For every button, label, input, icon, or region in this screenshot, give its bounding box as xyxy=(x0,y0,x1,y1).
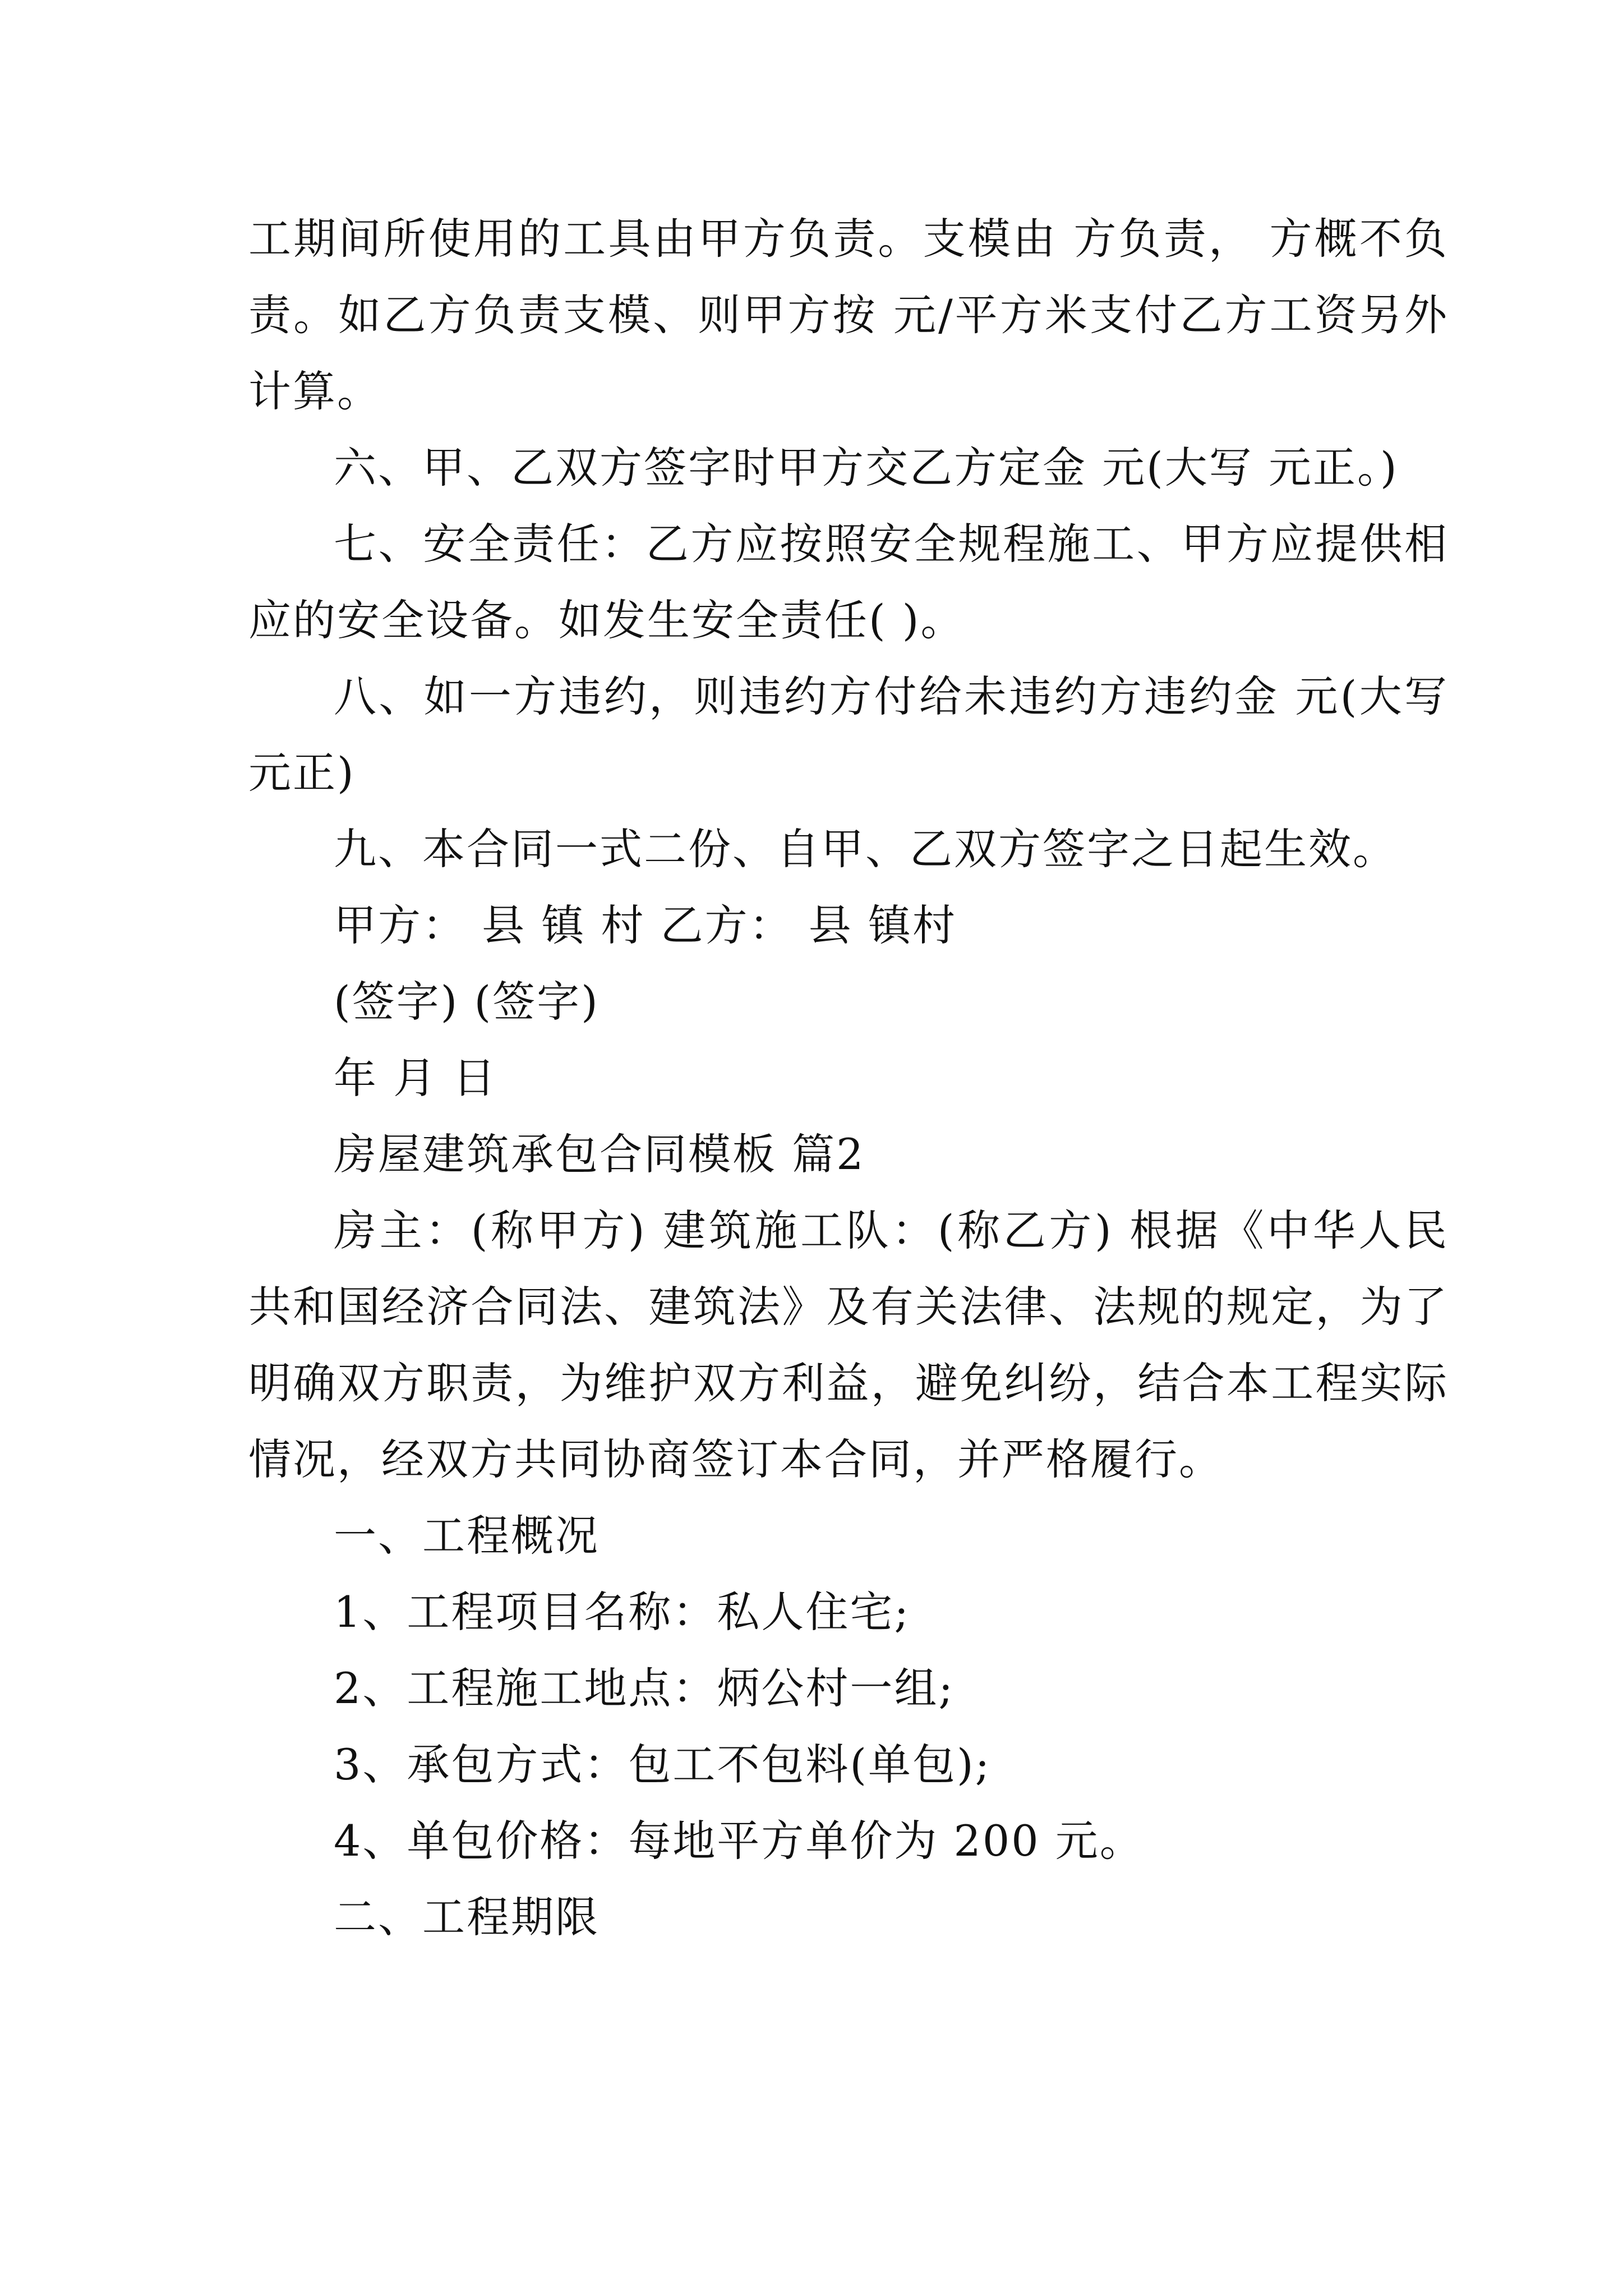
heading-project-duration: 二、工程期限 xyxy=(334,1892,600,1942)
paragraph-deposit: 六、甲、乙双方签字时甲方交乙方定金 元(大写 元正。) xyxy=(334,443,1399,493)
list-item-contract-method: 3、承包方式：包工不包料(单包); xyxy=(334,1740,992,1789)
document-body xyxy=(248,201,1449,1955)
list-item-unit-price: 4、单包价格：每地平方单价为 200 元。 xyxy=(334,1816,1144,1866)
section-heading: 房屋建筑承包合同模板 篇2 xyxy=(334,1129,865,1179)
date-line: 年 月 日 xyxy=(334,1053,497,1103)
list-item-project-name: 1、工程项目名称：私人住宅; xyxy=(334,1587,910,1637)
paragraph-tools-formwork: 工期间所使用的工具由甲方负责。支模由 方负责， 方概不负责。如乙方负责支模、则甲方按 元/平方米支付乙方工资另外计算。 xyxy=(248,214,1449,416)
paragraph-effective: 九、本合同一式二份、自甲、乙双方签字之日起生效。 xyxy=(334,824,1397,874)
paragraph-preamble: 房主：(称甲方) 建筑施工队：(称乙方) 根据《中华人民共和国经济合同法、建筑法》及有关法律、法规的规定，为了明确双方职责，为维护双方利益，避免纠纷，结合本工程实际情况，经双方共同协商签订本合同，并严格履行。 xyxy=(248,1205,1449,1484)
paragraph-safety: 七、安全责任：乙方应按照安全规程施工、甲方应提供相应的安全设备。如发生安全责任( )。 xyxy=(248,519,1449,645)
signature-parties-line: 甲方： 县 镇 村 乙方： 县 镇村 xyxy=(334,900,957,950)
signature-label-line: (签字) (签字) xyxy=(334,977,600,1027)
list-item-project-location: 2、工程施工地点：炳公村一组; xyxy=(334,1663,955,1713)
heading-project-overview: 一、工程概况 xyxy=(334,1511,600,1561)
paragraph-breach: 八、如一方违约，则违约方付给未违约方违约金 元(大写 元正) xyxy=(248,671,1449,798)
